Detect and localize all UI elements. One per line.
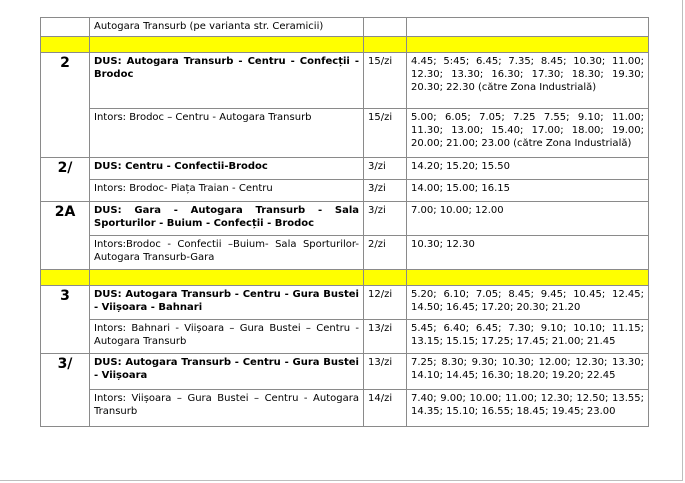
route-description: Intors: Viișoara – Gura Bustei – Centru - Autogara Transurb <box>90 390 364 427</box>
departure-times: 5.20; 6.10; 7.05; 8.45; 9.45; 10.45; 12.45; 14.50; 16.45; 17.20; 20.30; 21.20 <box>407 286 649 320</box>
frequency-cell: 2/zi <box>364 236 407 270</box>
table-row <box>41 286 649 320</box>
route-number: 2A <box>41 202 90 270</box>
departure-times: 14.00; 15.00; 16.15 <box>407 180 649 202</box>
schedule-table <box>40 17 649 427</box>
departure-times: 10.30; 12.30 <box>407 236 649 270</box>
route-description: Intors:Brodoc - Confectii –Buium- Sala Sporturilor-Autogara Transurb-Gara <box>90 236 364 270</box>
departure-times: 7.25; 8.30; 9.30; 10.30; 12.00; 12.30; 13.30; 14.10; 14.45; 16.30; 18.20; 19.20; 22.45 <box>407 354 649 390</box>
frequency-cell: 3/zi <box>364 158 407 180</box>
route-description: DUS: Autogara Transurb - Centru - Confecții - Brodoc <box>90 53 364 109</box>
departure-times: 7.40; 9.00; 10.00; 11.00; 12.30; 12.50; 13.55; 14.35; 15.10; 16.55; 18.45; 19.45; 23.00 <box>407 390 649 427</box>
frequency-cell: 12/zi <box>364 286 407 320</box>
frequency-cell: 15/zi <box>364 53 407 109</box>
route-description: DUS: Autogara Transurb - Centru - Gura Bustei - Viișoara - Bahnari <box>90 286 364 320</box>
table-row <box>41 180 649 202</box>
route-description: DUS: Autogara Transurb - Centru - Gura Bustei - Viișoara <box>90 354 364 390</box>
frequency-cell: 14/zi <box>364 390 407 427</box>
route-description: DUS: Gara - Autogara Transurb - Sala Sporturilor - Buium - Confecții - Brodoc <box>90 202 364 236</box>
table-row <box>41 158 649 180</box>
route-number: 3/ <box>41 354 90 427</box>
route-description: Intors: Brodoc – Centru - Autogara Transurb <box>90 109 364 158</box>
table-row <box>41 202 649 236</box>
route-description: Intors: Bahnari - Viișoara – Gura Bustei – Centru - Autogara Transurb <box>90 320 364 354</box>
table-row <box>41 390 649 427</box>
table-row <box>41 53 649 109</box>
route-number-cell <box>41 18 90 37</box>
frequency-cell: 3/zi <box>364 202 407 236</box>
frequency-cell: 13/zi <box>364 320 407 354</box>
page-edge-right <box>682 0 683 481</box>
departure-times: 4.45; 5:45; 6.45; 7.35; 8.45; 10.30; 11.00; 12.30; 13.30; 16.30; 17.30; 18.30; 19.30; 20.30; 22.30 (către Zona Industrială) <box>407 53 649 109</box>
route-number: 2 <box>41 53 90 158</box>
table-row <box>41 18 649 37</box>
page-edge-bottom <box>0 480 683 481</box>
table-row <box>41 236 649 270</box>
route-number: 2/ <box>41 158 90 202</box>
frequency-cell <box>364 18 407 37</box>
route-number: 3 <box>41 286 90 354</box>
frequency-cell: 15/zi <box>364 109 407 158</box>
frequency-cell: 13/zi <box>364 354 407 390</box>
route-description: DUS: Centru - Confectii-Brodoc <box>90 158 364 180</box>
table-row <box>41 320 649 354</box>
frequency-cell: 3/zi <box>364 180 407 202</box>
separator-row <box>41 270 649 286</box>
route-description: Autogara Transurb (pe varianta str. Ceramicii) <box>90 18 364 37</box>
separator-row <box>41 37 649 53</box>
departure-times <box>407 18 649 37</box>
departure-times: 5.00; 6.05; 7.05; 7.25 7.55; 9.10; 11.00; 11.30; 13.00; 15.40; 17.00; 18.00; 19.00; 20.00; 21.00; 23.00 (către Zona Industrială) <box>407 109 649 158</box>
departure-times: 7.00; 10.00; 12.00 <box>407 202 649 236</box>
departure-times: 5.45; 6.40; 6.45; 7.30; 9.10; 10.10; 11.15; 13.15; 15.15; 17.25; 17.45; 21.00; 21.45 <box>407 320 649 354</box>
table-row <box>41 109 649 158</box>
departure-times: 14.20; 15.20; 15.50 <box>407 158 649 180</box>
table-row <box>41 354 649 390</box>
route-description: Intors: Brodoc- Piața Traian - Centru <box>90 180 364 202</box>
